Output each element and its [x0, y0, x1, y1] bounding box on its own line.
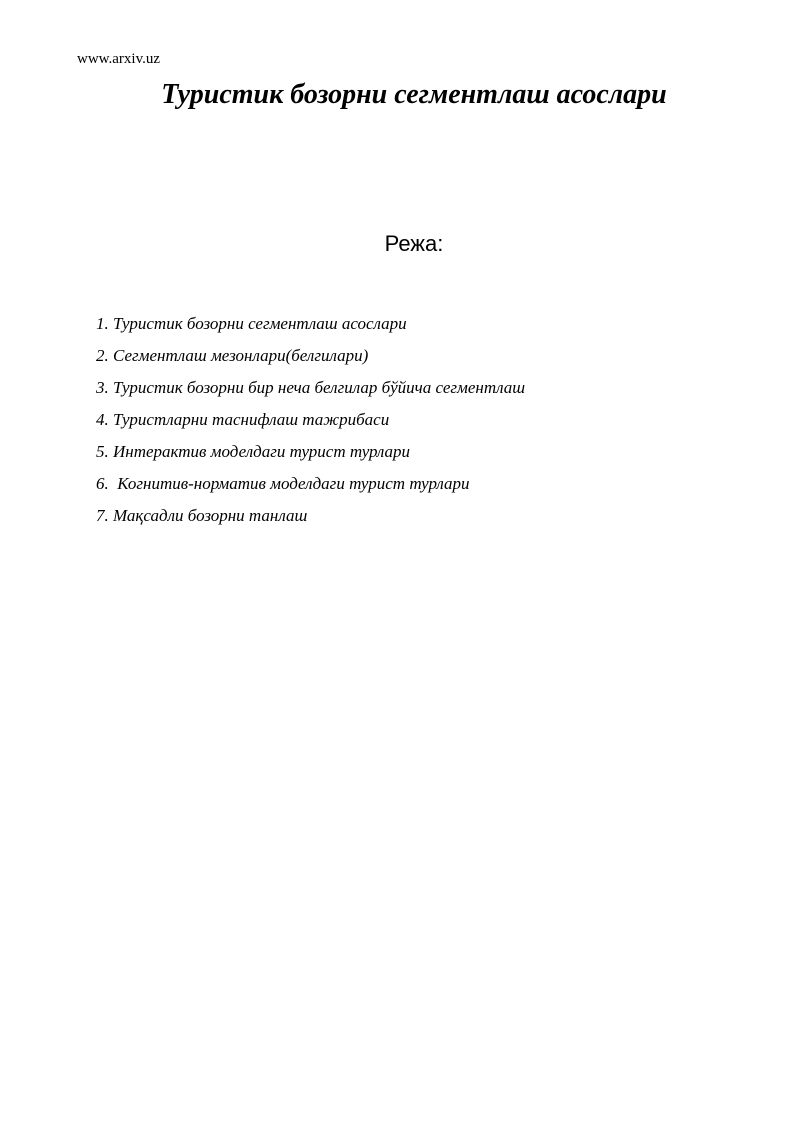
- document-title: Туристик бозорни сегментлаш асослари: [161, 79, 667, 110]
- plan-item: 3. Туристик бозорни бир неча белгилар бўйича сегментлаш: [96, 378, 526, 397]
- plan-item: 5. Интерактив моделдаги турист турлари: [96, 442, 411, 461]
- site-url: www.arxiv.uz: [77, 51, 161, 67]
- plan-item: 4. Туристларни таснифлаш тажрибаси: [96, 410, 390, 429]
- plan-list: [96, 312, 525, 536]
- plan-item: 7. Мақсадли бозорни танлаш: [96, 506, 308, 525]
- plan-item: 6. Когнитив-норматив моделдаги турист турлари: [96, 474, 470, 493]
- plan-heading: Режа:: [384, 231, 444, 256]
- plan-item: 1. Туристик бозорни сегментлаш асослари: [96, 314, 407, 333]
- plan-item: 2. Сегментлаш мезонлари(белгилари): [96, 346, 369, 365]
